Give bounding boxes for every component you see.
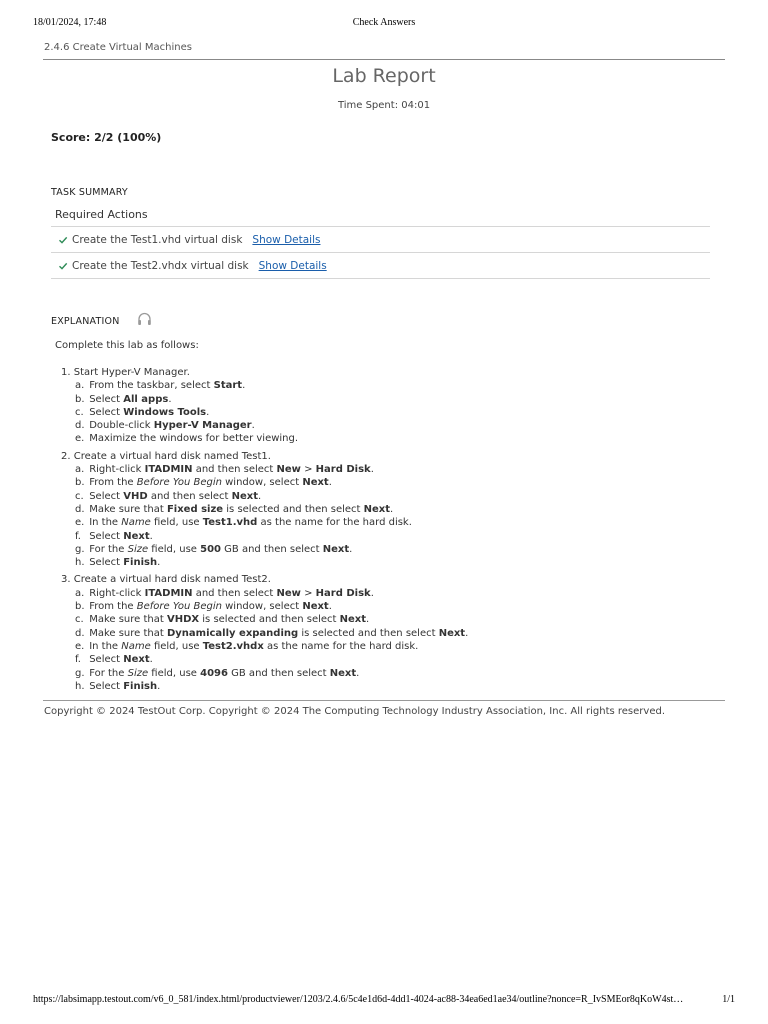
sub-step-text: . xyxy=(157,557,161,569)
sub-step-text: Next xyxy=(329,667,357,679)
show-details-link[interactable]: Show Details xyxy=(258,259,327,272)
sub-step-text: Next xyxy=(231,490,259,502)
sub-step-letter: d. xyxy=(75,420,85,432)
sub-step-text: From the xyxy=(89,477,137,489)
sub-step-text: Next xyxy=(302,477,329,489)
sub-step-text: From the taskbar, select xyxy=(89,380,214,392)
sub-step-text: . xyxy=(206,406,210,418)
sub-step-text: . xyxy=(149,654,153,666)
sub-step-text: Fixed size xyxy=(166,503,224,515)
sub-step-text: . xyxy=(349,543,353,555)
sub-step-letter: g. xyxy=(75,543,85,555)
sub-step-text: Double-click xyxy=(89,420,154,432)
sub-step-text: From the xyxy=(89,601,137,613)
sub-step-text: as the name for the hard disk. xyxy=(257,517,412,529)
step-title xyxy=(61,450,468,463)
sub-step xyxy=(75,680,468,693)
page-number: 1/1 xyxy=(722,994,735,1005)
sub-step-text: Hyper-V Manager xyxy=(153,420,252,432)
sub-step-text: and then select xyxy=(147,490,232,502)
sub-step-text: . xyxy=(465,627,469,639)
action-row xyxy=(51,252,710,279)
sub-step-text: All apps xyxy=(123,393,169,405)
sub-step-text: Right-click xyxy=(89,464,145,476)
sub-step xyxy=(75,503,468,516)
sub-step-text: ITADMIN xyxy=(144,587,193,599)
time-spent: Time Spent: 04:01 xyxy=(337,100,431,111)
required-actions-list xyxy=(51,226,710,279)
sub-step-text: window, select xyxy=(221,477,303,489)
sub-step-text: Select xyxy=(89,680,124,692)
sub-step-text: field, use xyxy=(148,543,201,555)
sub-step-letter: g. xyxy=(75,667,85,679)
sub-step-letter: e. xyxy=(75,433,85,445)
sub-step xyxy=(75,600,468,613)
check-icon xyxy=(58,261,68,271)
sub-step-text: field, use xyxy=(150,640,203,652)
sub-step-text: New xyxy=(276,587,301,599)
sub-step-letter: h. xyxy=(75,557,85,569)
sub-step-text: . xyxy=(390,503,394,515)
sub-step-text: Start xyxy=(213,380,243,392)
sub-step-text: . xyxy=(370,587,374,599)
sub-step-letter: h. xyxy=(75,680,85,692)
sub-step-letter: a. xyxy=(75,464,85,476)
task-summary-heading: TASK SUMMARY xyxy=(51,187,128,198)
sub-step-letter: c. xyxy=(75,614,84,626)
sub-step-text: VHDX xyxy=(166,614,200,626)
sub-step xyxy=(75,587,468,600)
sub-step-text: Windows Tools xyxy=(123,406,207,418)
sub-step-letter: b. xyxy=(75,393,85,405)
sub-step-text: Hard Disk xyxy=(315,587,371,599)
divider xyxy=(43,59,725,60)
sub-step-text: In the xyxy=(89,640,122,652)
sub-step-text: is selected and then select xyxy=(298,627,439,639)
required-actions-label: Required Actions xyxy=(55,208,148,221)
sub-step-text: Before You Begin xyxy=(136,477,222,489)
step-title xyxy=(61,573,468,586)
sub-step-text: . xyxy=(168,393,172,405)
sub-step-text: Make sure that xyxy=(89,614,167,626)
sub-step-text: GB and then select xyxy=(227,667,330,679)
action-label: Create the Test1.vhd virtual disk xyxy=(72,233,243,246)
sub-step-text: New xyxy=(276,464,301,476)
divider xyxy=(43,700,725,701)
headphones-icon[interactable] xyxy=(137,312,152,326)
sub-step-text: . xyxy=(356,667,360,679)
sub-step-letter: a. xyxy=(75,587,85,599)
sub-step-text: Make sure that xyxy=(89,503,167,515)
sub-step-text: Select xyxy=(89,490,124,502)
sub-step-text: field, use xyxy=(150,517,203,529)
sub-step xyxy=(75,667,468,680)
sub-step-text: Maximize the windows for better viewing. xyxy=(89,433,299,445)
step-number: 3. xyxy=(61,574,71,586)
print-title: Check Answers xyxy=(352,17,416,28)
sub-step-text: > xyxy=(300,464,316,476)
step-title-text: Start Hyper-V Manager. xyxy=(73,367,190,378)
sub-step-text: . xyxy=(149,530,153,542)
sub-step-text: and then select xyxy=(192,464,277,476)
sub-step-text: Next xyxy=(363,503,391,515)
sub-step-text: 500 xyxy=(200,543,221,555)
explanation-intro: Complete this lab as follows: xyxy=(55,340,199,351)
step xyxy=(61,366,468,446)
sub-step-letter: f. xyxy=(75,654,81,666)
sub-step-text: . xyxy=(242,380,246,392)
step-title-text: Create a virtual hard disk named Test2. xyxy=(73,574,271,586)
sub-step-text: Select xyxy=(89,393,124,405)
show-details-link[interactable]: Show Details xyxy=(252,233,321,246)
sub-step-letter: a. xyxy=(75,380,85,392)
explanation-heading: EXPLANATION xyxy=(51,316,120,327)
sub-step-letter: d. xyxy=(75,503,85,515)
sub-step xyxy=(75,379,468,392)
sub-step-text: GB and then select xyxy=(221,543,323,555)
sub-step-letter: c. xyxy=(75,490,84,502)
sub-step-letter: f. xyxy=(75,530,81,542)
check-icon xyxy=(58,235,68,245)
sub-step-text: ITADMIN xyxy=(144,464,193,476)
sub-step-text: . xyxy=(370,464,374,476)
sub-step-letter: e. xyxy=(75,640,85,652)
sub-step-letter: c. xyxy=(75,406,84,418)
sub-step-text: Make sure that xyxy=(89,627,167,639)
print-url: https://labsimapp.testout.com/v6_0_581/index.html/productviewer/1203/2.4.6/5c4e1d6d-4dd1-4024-ac88-34ea6ed1ae34/outline?nonce=R_IvSMEor8qKoW4st… xyxy=(33,994,684,1005)
sub-step-text: . xyxy=(328,601,332,613)
sub-step-text: Next xyxy=(438,627,466,639)
sub-step-text: In the xyxy=(89,517,122,529)
action-label: Create the Test2.vhdx virtual disk xyxy=(72,259,249,272)
sub-step xyxy=(75,613,468,626)
sub-step-text: Select xyxy=(89,530,124,542)
sub-step-text: Test1.vhd xyxy=(202,517,258,529)
sub-step xyxy=(75,476,468,489)
sub-step-text: as the name for the hard disk. xyxy=(263,640,419,652)
sub-step xyxy=(75,543,468,556)
sub-step xyxy=(75,419,468,432)
sub-step xyxy=(75,432,468,445)
sub-step-text: Size xyxy=(127,543,149,555)
sub-step-letter: e. xyxy=(75,517,85,529)
step-number: 1. xyxy=(61,367,71,378)
action-row xyxy=(51,226,710,252)
sub-step-text: field, use xyxy=(148,667,201,679)
sub-step-text: . xyxy=(157,680,161,692)
step-number: 2. xyxy=(61,450,71,462)
sub-step-text: window, select xyxy=(221,601,303,613)
sub-step-text: For the xyxy=(89,543,128,555)
sub-step xyxy=(75,463,468,476)
sub-step-text: Dynamically expanding xyxy=(166,627,299,639)
sub-step xyxy=(75,393,468,406)
sub-step-text: Test2.vhdx xyxy=(202,640,264,652)
sub-step-text: Next xyxy=(322,543,350,555)
step-title-text: Create a virtual hard disk named Test1. xyxy=(73,450,271,462)
sub-step-text: 4096 xyxy=(200,667,228,679)
sub-step xyxy=(75,490,468,503)
breadcrumb: 2.4.6 Create Virtual Machines xyxy=(44,42,192,53)
sub-step-text: Next xyxy=(123,654,150,666)
copyright: Copyright © 2024 TestOut Corp. Copyright © 2024 The Computing Technology Industry Association, Inc. All rights reserved. xyxy=(44,706,666,717)
sub-step-text: Size xyxy=(127,667,149,679)
sub-step-text: Right-click xyxy=(89,587,145,599)
sub-step-text: Finish xyxy=(123,680,158,692)
sub-step-text: . xyxy=(258,490,262,502)
sub-step-text: Next xyxy=(123,530,150,542)
score: Score: 2/2 (100%) xyxy=(51,131,162,144)
sub-step-text: Select xyxy=(89,406,124,418)
sub-step-text: . xyxy=(366,614,370,626)
step-title xyxy=(61,366,468,379)
sub-step xyxy=(75,406,468,419)
print-datetime: 18/01/2024, 17:48 xyxy=(33,17,107,28)
step xyxy=(61,450,468,570)
sub-step-text: Finish xyxy=(123,557,158,569)
sub-step-text: Select xyxy=(89,654,124,666)
page-title: Lab Report xyxy=(332,65,436,87)
sub-step-letter: b. xyxy=(75,477,85,489)
sub-step-text: and then select xyxy=(192,587,277,599)
sub-step-letter: d. xyxy=(75,627,85,639)
sub-step-text: > xyxy=(300,587,316,599)
sub-step-text: Next xyxy=(339,614,367,626)
sub-step-text: is selected and then select xyxy=(223,503,364,515)
sub-step-text: . xyxy=(328,477,332,489)
sub-step-text: is selected and then select xyxy=(199,614,340,626)
sub-step-text: Before You Begin xyxy=(136,601,222,613)
sub-step-text: Next xyxy=(302,601,329,613)
sub-step-text: Hard Disk xyxy=(315,464,371,476)
instruction-steps xyxy=(61,366,468,693)
sub-step-text: VHD xyxy=(123,490,148,502)
sub-step-text: Select xyxy=(89,557,124,569)
sub-step xyxy=(75,556,468,569)
sub-step xyxy=(75,516,468,529)
sub-step-text: Name xyxy=(121,640,151,652)
sub-step-text: . xyxy=(251,420,255,432)
sub-step xyxy=(75,530,468,543)
sub-step xyxy=(75,640,468,653)
step xyxy=(61,573,468,693)
sub-step-letter: b. xyxy=(75,601,85,613)
sub-step-text: Name xyxy=(121,517,151,529)
sub-step xyxy=(75,627,468,640)
sub-step-text: For the xyxy=(89,667,128,679)
sub-step xyxy=(75,653,468,666)
